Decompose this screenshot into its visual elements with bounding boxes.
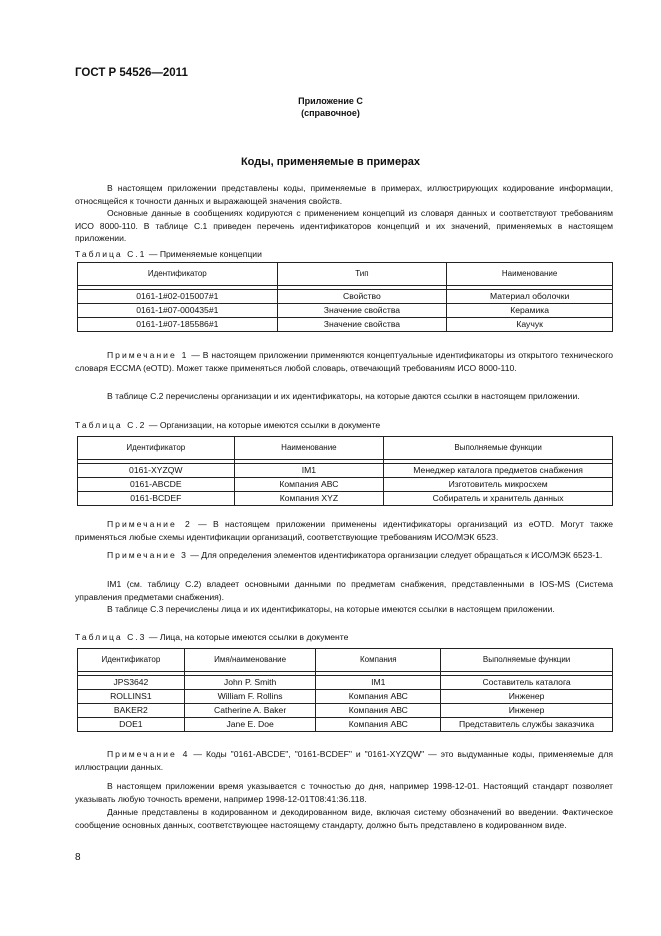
section-heading: Коды, применяемые в примерах: [240, 156, 421, 168]
standard-number: ГОСТ Р 54526—2011: [75, 67, 188, 79]
table-row: ROLLINS1 William F. Rollins Компания АВС Инженер: [78, 690, 613, 704]
table-row: 0161-BCDEF Компания XYZ Собиратель и хранитель данных: [78, 492, 613, 506]
paragraph-persons: В таблице С.3 перечислены лица и их идентификаторы, на которые имеются ссылки в настоящем приложении.: [107, 604, 555, 614]
note-4: Примечание 4 — Коды "0161-ABCDE", "0161-BCDEF" и "0161-XYZQW" — это выдуманные коды, применяемые для иллюстрации данных.: [75, 749, 613, 772]
table3-header-cell: Идентификатор: [78, 649, 185, 672]
table-row: JPS3642 John P. Smith IM1 Составитель каталога: [78, 676, 613, 690]
appendix-subtitle: (справочное): [301, 108, 360, 118]
table-row: DOE1 Jane E. Doe Компания АВС Представитель службы заказчика: [78, 718, 613, 732]
table3-header-cell: Имя/наименование: [184, 649, 316, 672]
table-row: 0161-ABCDE Компания АВС Изготовитель микросхем: [78, 478, 613, 492]
table2-caption: Таблица С.2 — Организации, на которые имеются ссылки в документе: [75, 420, 381, 430]
note-2: Примечание 2 — В настоящем приложении применены идентификаторы организаций из eOTD. Могут также применяться любые схемы идентификации организаций, соответствующие требованиям ИСО/МЭК 6523.: [75, 519, 613, 542]
page-number: 8: [75, 852, 81, 863]
table3-caption: Таблица С.3 — Лица, на которые имеются ссылки в документе: [75, 632, 349, 642]
table-persons: [77, 648, 613, 732]
paragraph-encoding: Данные представлены в кодированном и декодированном виде, включая систему обозначений во введении. Фактическое сообщение основных данных, соответствующее настоящему стандарту, должно быть представлено в кодированном виде.: [75, 807, 613, 830]
table-row: 0161-1#07-185586#1 Значение свойства Каучук: [78, 318, 613, 332]
table2-header-cell: Выполняемые функции: [384, 437, 613, 460]
table3-header-cell: Выполняемые функции: [441, 649, 613, 672]
appendix-title: Приложение С: [298, 96, 363, 106]
table3-header-cell: Компания: [316, 649, 441, 672]
table1-caption: Таблица С.1 — Применяемые концепции: [75, 249, 262, 259]
paragraph-im1: IM1 (см. таблицу С.2) владеет основными данными по предметам снабжения, представленными в IOS-MS (Система управления предметами снабжения).: [75, 579, 613, 602]
note-3: Примечание 3 — Для определения элементов идентификатора организации следует обращаться к ИСО/МЭК 6523-1.: [107, 550, 603, 560]
table1-header-cell: Идентификатор: [78, 263, 278, 286]
table2-header-cell: Наименование: [234, 437, 384, 460]
table2-header-cell: Идентификатор: [78, 437, 235, 460]
table-concepts: [77, 262, 613, 332]
table-row: 0161-1#07-000435#1 Значение свойства Керамика: [78, 304, 613, 318]
table1-header-cell: Наименование: [447, 263, 613, 286]
table-row: 0161-XYZQW IM1 Менеджер каталога предметов снабжения: [78, 464, 613, 478]
paragraph-organizations: В таблице С.2 перечислены организации и их идентификаторы, на которые даются ссылки в настоящем приложении.: [107, 391, 580, 401]
paragraph-time: В настоящем приложении время указывается с точностью до дня, например 1998-12-01. Настоящий стандарт позволяет указывать любую точность времени, например 1998-12-01T08:41:36.118.: [75, 781, 613, 804]
table1-header-cell: Тип: [277, 263, 447, 286]
paragraph-concepts: Основные данные в сообщениях кодируются с применением концепций из словаря данных и соответствуют требованиям ИСО 8000-110. В таблице С.1 приведен перечень идентификаторов концепций и их значений, применяемых в настоящем приложении.: [75, 208, 613, 244]
note-1: Примечание 1 — В настоящем приложении применяются концептуальные идентификаторы из открытого технического словаря ECCMA (eOTD). Может также применяться любой словарь, отвечающий требованиям ИСО 8000-110.: [75, 350, 613, 373]
table-row: BAKER2 Catherine A. Baker Компания АВС Инженер: [78, 704, 613, 718]
paragraph-intro: В настоящем приложении представлены коды, применяемые в примерах, иллюстрирующих кодирование информации, относящейся к точности данных и выражающей значения свойств.: [75, 183, 613, 206]
table-row: 0161-1#02-015007#1 Свойство Материал оболочки: [78, 290, 613, 304]
table-organizations: [77, 436, 613, 506]
